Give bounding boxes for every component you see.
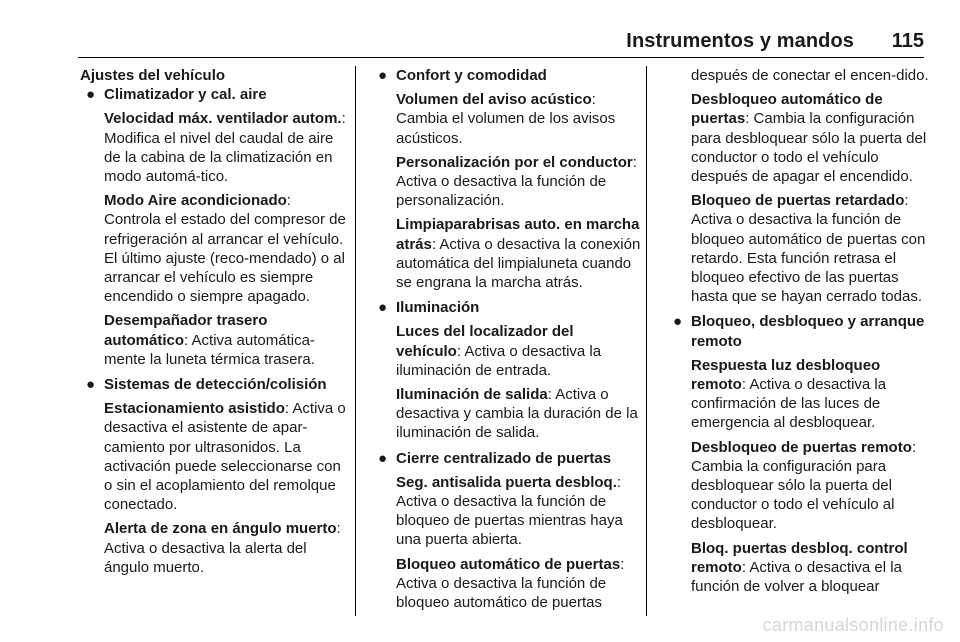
bullet-icon: ● <box>673 313 683 331</box>
section-title: Ajustes del vehículo <box>80 67 226 84</box>
setting-term: Limpiaparabrisas auto. en marcha atrás <box>396 216 640 253</box>
setting-item <box>667 90 932 186</box>
setting-desc: : Activa o desactiva el la función de volver a bloquear <box>691 558 902 596</box>
bullet-heading <box>372 449 642 468</box>
bullet-heading <box>372 298 642 317</box>
bullet-heading-text: Iluminación <box>396 299 480 317</box>
setting-desc: : Activa o desactiva la alerta del ángulo muerto. <box>104 520 341 576</box>
setting-item <box>80 519 350 577</box>
setting-term: Respuesta luz desbloqueo remoto <box>691 356 881 394</box>
bullet-icon: ● <box>86 86 96 104</box>
setting-item <box>80 311 350 369</box>
setting-term: Luces del localizador del vehículo <box>396 323 574 360</box>
setting-desc: : Activa o desactiva la función de bloqueo de puertas mientras haya una puerta abierta. <box>396 473 623 549</box>
bullet-icon: ● <box>378 449 388 467</box>
setting-item <box>80 399 350 514</box>
bullet-heading-text: Sistemas de detección/colisión <box>104 376 327 394</box>
bullet-heading <box>372 66 642 85</box>
setting-desc: : Activa o desactiva la función de bloqueo automático de puertas <box>396 555 625 612</box>
setting-term: Desbloqueo automático de puertas <box>691 91 883 128</box>
setting-desc: : Activa o desactiva la función de personalización. <box>396 153 637 210</box>
setting-term: Volumen del aviso acústico <box>396 91 592 109</box>
header-rule <box>78 57 924 58</box>
setting-desc: : Activa automática-mente la luneta térmica trasera. <box>104 331 315 368</box>
setting-desc: : Cambia la configuración para desbloquear sólo la puerta del conductor o todo el vehículo después de apagar el encendido. <box>691 110 927 186</box>
setting-desc: : Activa o desactiva el asistente de apar-camiento por ultrasonidos. La activación puede seleccionarse con o sin el acoplamiento del remolque conectado. <box>104 400 346 514</box>
setting-item <box>80 191 350 306</box>
setting-term: Desbloqueo de puertas remoto <box>691 438 912 456</box>
setting-item <box>372 153 642 211</box>
setting-term: Bloqueo automático de puertas <box>396 555 621 573</box>
setting-item <box>667 191 932 306</box>
watermark: carmanualsonline.info <box>762 615 944 635</box>
setting-term: Velocidad máx. ventilador autom. <box>104 110 342 128</box>
setting-desc: : Cambia el volumen de los avisos acústicos. <box>396 91 616 147</box>
bullet-heading <box>80 85 350 104</box>
setting-desc: : Activa o desactiva la función de bloqueo automático de puertas con retardo. Esta función retrasa el bloqueo efectivo de las puertas hasta que se hayan cerrado todas. <box>691 192 926 306</box>
setting-desc: : Cambia la configuración para desbloquear sólo la puerta del conductor o todo el vehículo al desbloquear. <box>691 438 917 533</box>
setting-term: Bloq. puertas desbloq. control remoto <box>691 539 908 576</box>
setting-item <box>372 555 642 613</box>
setting-item <box>372 385 642 443</box>
setting-item <box>372 322 642 380</box>
setting-term: Seg. antisalida puerta desbloq. <box>396 473 617 491</box>
bullet-icon: ● <box>86 376 96 394</box>
setting-term: Bloqueo de puertas retardado <box>691 192 905 210</box>
page-header <box>0 0 960 60</box>
column-divider <box>355 66 356 616</box>
setting-item <box>667 438 932 534</box>
setting-desc: : Controla el estado del compresor de refrigeración al arrancar el vehículo. El último ajuste (reco-mendado) o al arrancar el vehículo es siempre encendido o siempre apagado. <box>104 192 346 306</box>
setting-term: Iluminación de salida <box>396 386 548 404</box>
column-1 <box>80 66 350 577</box>
column-3 <box>667 66 932 596</box>
continued-text: después de conectar el encen-dido. <box>691 67 929 84</box>
setting-item <box>667 356 932 433</box>
setting-term: Alerta de zona en ángulo muerto <box>104 520 337 538</box>
bullet-heading-text: Confort y comodidad <box>396 67 547 84</box>
column-divider <box>646 66 647 616</box>
setting-item <box>372 215 642 292</box>
bullet-icon: ● <box>378 299 388 317</box>
setting-term: Desempañador trasero automático <box>104 312 268 349</box>
setting-term: Personalización por el conductor <box>396 153 633 171</box>
setting-item <box>667 539 932 597</box>
page-number: 115 <box>891 30 924 52</box>
bullet-heading-text: Climatizador y cal. aire <box>104 86 267 104</box>
setting-item <box>372 473 642 550</box>
column-2 <box>372 66 642 612</box>
bullet-heading-text: Bloqueo, desbloqueo y arranque remoto <box>691 313 925 350</box>
setting-item <box>372 90 642 148</box>
bullet-heading-text: Cierre centralizado de puertas <box>396 449 612 467</box>
setting-desc: : Activa o desactiva la conexión automática del limpialuneta cuando se engrana la marcha atrás. <box>396 235 641 292</box>
setting-item <box>80 109 350 186</box>
page-title: Instrumentos y mandos <box>626 30 854 52</box>
setting-desc: : Modifica el nivel del caudal de aire de la cabina de la climatización en modo automá-tico. <box>104 110 346 186</box>
setting-desc: : Activa o desactiva y cambia la duración de la iluminación de salida. <box>396 386 638 442</box>
setting-term: Modo Aire acondicionado <box>104 192 287 210</box>
setting-desc: : Activa o desactiva la confirmación de las luces de emergencia al desbloquear. <box>691 376 887 432</box>
bullet-heading <box>80 375 350 394</box>
bullet-icon: ● <box>378 67 388 84</box>
setting-term: Estacionamiento asistido <box>104 400 285 418</box>
bullet-heading <box>667 312 932 350</box>
setting-desc: : Activa o desactiva la iluminación de entrada. <box>396 342 602 379</box>
